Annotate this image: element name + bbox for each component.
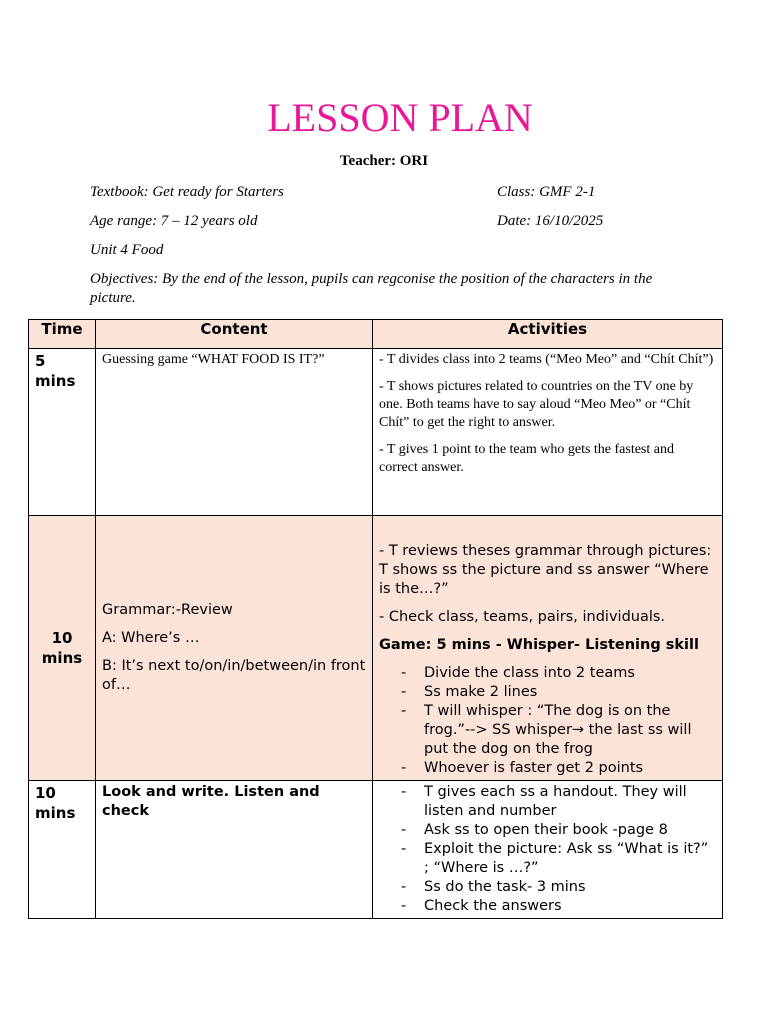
row-time: 10 mins <box>29 781 96 919</box>
activity-text: - Check class, teams, pairs, individuals. <box>379 609 666 625</box>
header-time: Time <box>29 320 96 349</box>
list-item: - T gives each ss a handout. They will listen and number <box>401 784 687 819</box>
game-steps-list <box>379 664 716 778</box>
row-content: Guessing game “WHAT FOOD IS IT?” <box>96 349 373 516</box>
row-content <box>96 516 373 781</box>
row-content: Look and write. Listen and check <box>96 781 373 919</box>
row-time: 5 mins <box>29 349 96 516</box>
page-title: LESSON PLAN <box>267 95 533 140</box>
textbook-line: Textbook: Get ready for Starters <box>90 184 284 200</box>
list-item: - Whoever is faster get 2 points <box>401 760 644 776</box>
table-row <box>29 349 723 516</box>
objectives-text: Objectives: By the end of the lesson, pupils can regconise the position of the characters in the picture. <box>90 271 653 306</box>
header-activities: Activities <box>373 320 723 349</box>
content-text: Grammar:-Review <box>102 602 233 618</box>
activity-text: - T divides class into 2 teams (“Meo Meo” and “Chít Chít”) <box>379 352 714 367</box>
activity-text: - T shows pictures related to countries on the TV one by one. Both teams have to say aloud “Meo Meo” or “Chít Chít” to get the right to answer. <box>379 379 694 430</box>
list-item: - Ss make 2 lines <box>401 684 538 700</box>
content-text: B: It’s next to/on/in/between/in front of… <box>102 658 366 693</box>
lesson-plan-table <box>28 319 723 919</box>
list-item: - Ss do the task- 3 mins <box>401 879 586 895</box>
table-header-row <box>29 320 723 349</box>
activity-text: - T gives 1 point to the team who gets the fastest and correct answer. <box>379 442 674 475</box>
task-steps-list <box>379 783 716 916</box>
table-row <box>29 516 723 781</box>
class-line: Class: GMF 2-1 <box>497 184 596 200</box>
row-activities <box>373 349 723 516</box>
date-line: Date: 16/10/2025 <box>497 213 604 229</box>
content-text: A: Where’s … <box>102 630 200 646</box>
list-item: - T will whisper : “The dog is on the frog.”--> SS whisper→ the last ss will put the dog on the frog <box>401 703 692 757</box>
list-item: - Exploit the picture: Ask ss “What is it?” ; “Where is …?” <box>401 841 709 876</box>
table-row <box>29 781 723 919</box>
list-item: - Ask ss to open their book -page 8 <box>401 822 668 838</box>
game-title: Game: 5 mins - Whisper- Listening skill <box>379 637 699 653</box>
age-range-line: Age range: 7 – 12 years old <box>90 213 258 229</box>
header-content: Content <box>96 320 373 349</box>
row-activities <box>373 781 723 919</box>
list-item: - Check the answers <box>401 898 562 914</box>
unit-line: Unit 4 Food <box>90 242 164 258</box>
row-activities <box>373 516 723 781</box>
teacher-line: Teacher: ORI <box>339 153 429 169</box>
row-time: 10 mins <box>29 516 96 781</box>
activity-text: - T reviews theses grammar through pictures: T shows ss the picture and ss answer “Where is the…?” <box>379 543 712 597</box>
list-item: - Divide the class into 2 teams <box>401 665 635 681</box>
